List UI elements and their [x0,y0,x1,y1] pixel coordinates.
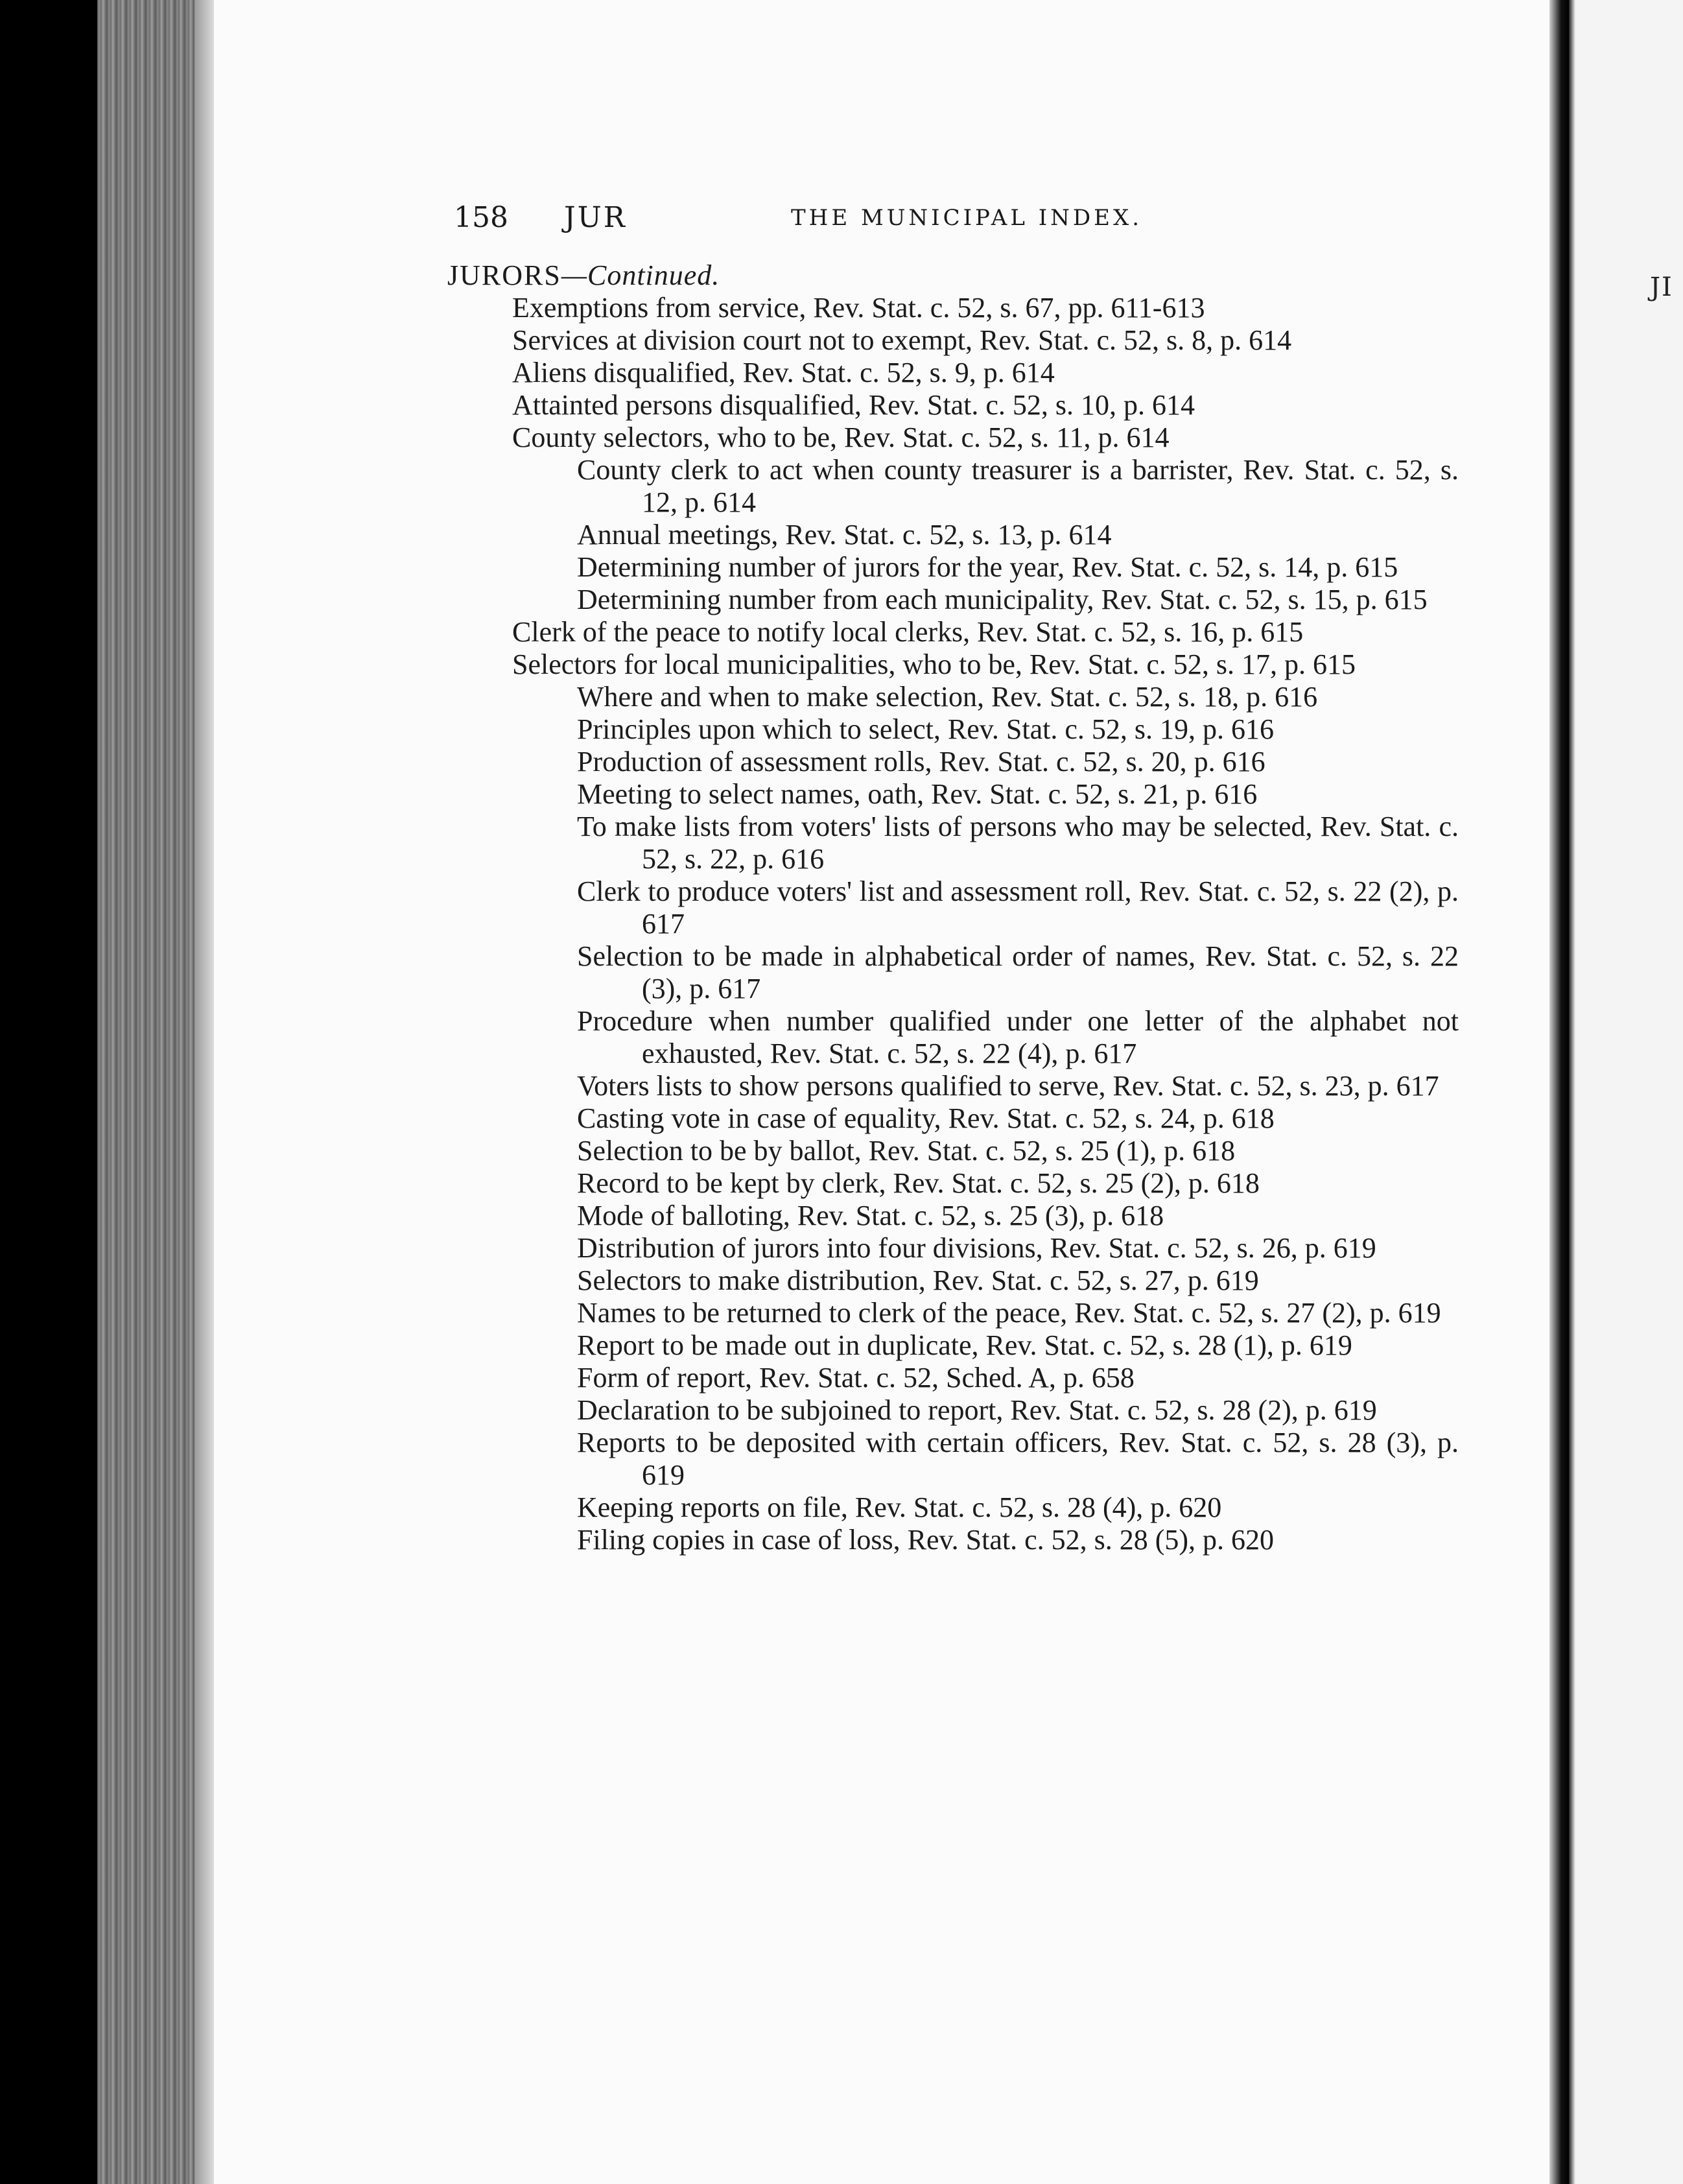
index-entry: Voters lists to show persons qualified to serve, Rev. Stat. c. 52, s. 23, p. 617 [577,1070,1439,1102]
index-entry: Report to be made out in duplicate, Rev. Stat. c. 52, s. 28 (1), p. 619 [577,1329,1352,1361]
index-entry: To make lists from voters' lists of persons who may be selected, Rev. Stat. c. 52, s. 22, p. 616 [577,811,1459,875]
index-entry: County selectors, who to be, Rev. Stat. c. 52, s. 11, p. 614 [512,421,1170,453]
index-entry: Selection to be by ballot, Rev. Stat. c. 52, s. 25 (1), p. 618 [577,1135,1236,1167]
index-entry: Selectors to make distribution, Rev. Stat. c. 52, s. 27, p. 619 [577,1264,1259,1296]
index-entry: Selection to be made in alphabetical order of names, Rev. Stat. c. 52, s. 22 (3), p. 617 [577,940,1459,1004]
index-entry: Record to be kept by clerk, Rev. Stat. c. 52, s. 25 (2), p. 618 [577,1167,1260,1199]
index-entry: Mode of balloting, Rev. Stat. c. 52, s. 25 (3), p. 618 [577,1200,1164,1231]
index-entry: Declaration to be subjoined to report, Rev. Stat. c. 52, s. 28 (2), p. 619 [577,1394,1377,1426]
heading-continued: —Continued. [561,259,720,291]
index-entry: Reports to be deposited with certain officers, Rev. Stat. c. 52, s. 28 (3), p. 619 [577,1427,1459,1491]
index-entry: Meeting to select names, oath, Rev. Stat. c. 52, s. 21, p. 616 [577,778,1258,810]
index-heading [447,259,1459,292]
index-entry: Determining number of jurors for the year, Rev. Stat. c. 52, s. 14, p. 615 [577,551,1398,583]
index-entry: Principles upon which to select, Rev. Stat. c. 52, s. 19, p. 616 [577,713,1275,745]
index-entry: Filing copies in case of loss, Rev. Stat. c. 52, s. 28 (5), p. 620 [577,1524,1275,1556]
facing-page-fragment: JI [1650,272,1673,302]
heading-term: JURORS [447,259,561,291]
index-entry: Determining number from each municipality, Rev. Stat. c. 52, s. 15, p. 615 [577,584,1428,615]
book-gutter [1549,0,1569,2184]
index-entry: Production of assessment rolls, Rev. Stat. c. 52, s. 20, p. 616 [577,746,1265,777]
index-entry: Annual meetings, Rev. Stat. c. 52, s. 13, p. 614 [577,519,1112,551]
index-entry: Clerk of the peace to notify local clerks, Rev. Stat. c. 52, s. 16, p. 615 [512,616,1304,648]
index-entry: Keeping reports on file, Rev. Stat. c. 52, s. 28 (4), p. 620 [577,1491,1222,1523]
index-entry: Clerk to produce voters' list and assessment roll, Rev. Stat. c. 52, s. 22 (2), p. 617 [577,875,1459,940]
index-entry: Casting vote in case of equality, Rev. Stat. c. 52, s. 24, p. 618 [577,1102,1275,1134]
index-entry: Aliens disqualified, Rev. Stat. c. 52, s. 9, p. 614 [512,357,1055,388]
index-entry: Services at division court not to exempt, Rev. Stat. c. 52, s. 8, p. 614 [512,324,1292,356]
index-entry: Where and when to make selection, Rev. Stat. c. 52, s. 18, p. 616 [577,681,1318,713]
index-entry: Attainted persons disqualified, Rev. Stat. c. 52, s. 10, p. 614 [512,389,1195,421]
index-entry: Selectors for local municipalities, who to be, Rev. Stat. c. 52, s. 17, p. 615 [512,648,1356,680]
index-entry: County clerk to act when county treasurer is a barrister, Rev. Stat. c. 52, s. 12, p. 614 [577,454,1459,518]
running-title: THE MUNICIPAL INDEX. [791,205,1143,231]
index-entry: Form of report, Rev. Stat. c. 52, Sched. A, p. 658 [577,1362,1135,1394]
index-entry: Procedure when number qualified under one letter of the alphabet not exhausted, Rev. Stat. c. 52, s. 22 (4), p. 617 [577,1005,1459,1069]
index-entry: Exemptions from service, Rev. Stat. c. 52, s. 67, pp. 611-613 [512,292,1205,324]
index-body [447,259,1459,1556]
page-edges [97,0,207,2184]
facing-page-edge [1569,0,1575,2184]
page-number: 158 [454,201,508,234]
running-header [454,201,1504,240]
facing-page [1569,0,1683,2184]
index-entry: Names to be returned to clerk of the peace, Rev. Stat. c. 52, s. 27 (2), p. 619 [577,1297,1441,1329]
index-entries [447,292,1459,1556]
section-code: JUR [564,201,627,234]
index-entry: Distribution of jurors into four divisions, Rev. Stat. c. 52, s. 26, p. 619 [577,1232,1376,1264]
